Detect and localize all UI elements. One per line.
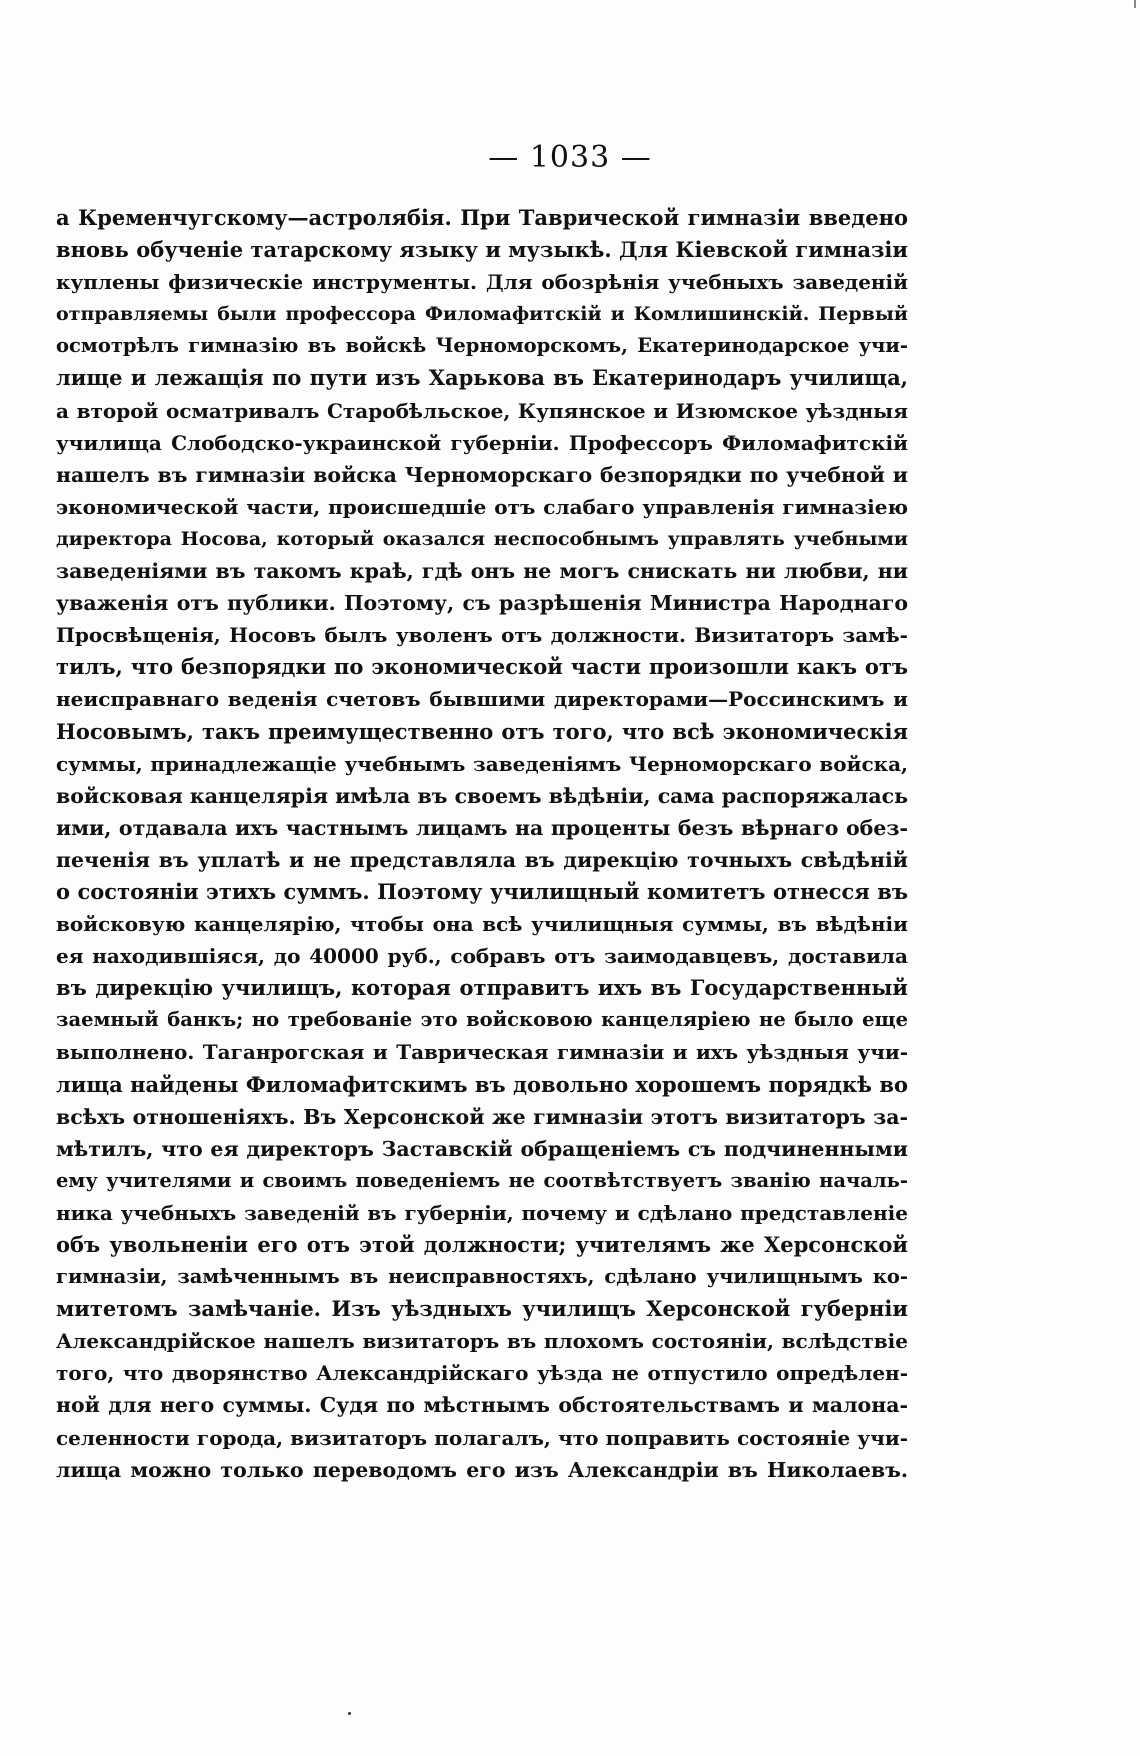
text-line: экономической части, происшедшіе отъ слабаго управленія гимназіею bbox=[56, 494, 908, 519]
text-line: ея находившіяся, до 40000 руб., собравъ отъ заимодавцевъ, доставила bbox=[56, 944, 908, 969]
text-line: лища найдены Филомафитскимъ въ довольно хорошемъ порядкѣ во bbox=[56, 1071, 908, 1097]
text-line: ной для него суммы. Судя по мѣстнымъ обстоятельствамъ и малона- bbox=[56, 1393, 908, 1418]
text-line: директора Носова, который оказался неспособнымъ управлять учебными bbox=[56, 527, 908, 550]
text-line: а Кременчугскому—астролябія. При Таврической гимназіи введено bbox=[56, 205, 908, 230]
text-line: лища можно только переводомъ его изъ Александріи въ Николаевъ. bbox=[56, 1457, 908, 1482]
text-line: вновь обученіе татарскому языку и музыкѣ. Для Кіевской гимназіи bbox=[56, 237, 908, 263]
text-line: митетомъ замѣчаніе. Изъ уѣздныхъ училищъ Херсонской губерніи bbox=[56, 1296, 908, 1322]
text-line: селенности города, визитаторъ полагалъ, что поправить состояніе учи- bbox=[56, 1425, 908, 1450]
ink-speck bbox=[348, 1712, 351, 1715]
text-line: тилъ, что безпорядки по экономической части произошли какъ отъ bbox=[56, 654, 908, 680]
text-line: а второй осматривалъ Старобѣльское, Купянское и Изюмское уѣздныя bbox=[56, 398, 908, 423]
text-line: Александрійское нашелъ визитаторъ въ плохомъ состояніи, вслѣдствіе bbox=[56, 1329, 908, 1354]
text-line: выполнено. Таганрогская и Таврическая гимназіи и ихъ уѣздныя учи- bbox=[56, 1040, 908, 1065]
text-line: училища Слободско-украинской губерніи. Профессоръ Филомафитскій bbox=[56, 430, 908, 455]
text-line: ника учебныхъ заведеній въ губерніи, почему и сдѣлано представленіе bbox=[56, 1200, 908, 1225]
text-line: въ дирекцію училищъ, которая отправитъ ихъ въ Государственный bbox=[56, 975, 908, 1001]
text-line: войсковую канцелярію, чтобы она всѣ училищныя суммы, въ вѣдѣніи bbox=[56, 912, 908, 937]
text-line: отправляемы были профессора Филомафитскій и Комлишинскій. Первый bbox=[56, 303, 908, 326]
text-line: нашелъ въ гимназіи войска Черноморскаго безпорядки по учебной и bbox=[56, 462, 908, 487]
text-line: суммы, принадлежащіе учебнымъ заведеніямъ Черноморскаго войска, bbox=[56, 751, 908, 776]
text-line: всѣхъ отношеніяхъ. Въ Херсонской же гимназіи этотъ визитаторъ за- bbox=[56, 1104, 908, 1129]
text-line: ими, отдавала ихъ частнымъ лицамъ на проценты безъ вѣрнаго обез- bbox=[56, 815, 908, 840]
text-line: печенія въ уплатѣ и не представляла въ дирекцію точныхъ свѣдѣній bbox=[56, 847, 908, 872]
text-line: лище и лежащія по пути изъ Харькова въ Екатеринодаръ училища, bbox=[56, 365, 908, 391]
text-line: того, что дворянство Александрійскаго уѣзда не отпустило опредѣлен- bbox=[56, 1361, 908, 1386]
text-line: уваженія отъ публики. Поэтому, съ разрѣшенія Министра Народнаго bbox=[56, 591, 908, 616]
page-number: — 1033 — bbox=[488, 140, 652, 175]
text-line: Просвѣщенія, Носовъ былъ уволенъ отъ должности. Визитаторъ замѣ- bbox=[56, 623, 908, 648]
text-line: гимназіи, замѣченнымъ въ неисправностяхъ, сдѣлано училищнымъ ко- bbox=[56, 1265, 908, 1289]
text-line: заведеніями въ такомъ краѣ, гдѣ онъ не могъ снискать ни любви, ни bbox=[56, 559, 908, 584]
text-line: мѣтилъ, что ея директоръ Заставскій обращеніемъ съ подчиненными bbox=[56, 1136, 908, 1161]
text-line: Носовымъ, такъ преимущественно отъ того, что всѣ экономическія bbox=[56, 718, 908, 744]
text-line: войсковая канцелярія имѣла въ своемъ вѣдѣніи, сама распоряжалась bbox=[56, 783, 909, 808]
text-line: ему учителями и своимъ поведеніемъ не соотвѣтствуетъ званію началь- bbox=[56, 1168, 908, 1192]
text-line: заемный банкъ; но требованіе это войсковою канцеляріею не было еще bbox=[56, 1008, 908, 1032]
text-line: осмотрѣлъ гимназію въ войскѣ Черноморскомъ, Екатеринодарское учи- bbox=[56, 334, 908, 358]
scan-edge-mark bbox=[1134, 0, 1136, 8]
body-text bbox=[56, 202, 908, 1486]
text-line: о состояніи этихъ суммъ. Поэтому училищный комитетъ отнесся въ bbox=[56, 878, 908, 904]
text-line: неисправнаго веденія счетовъ бывшими директорами—Россинскимъ и bbox=[56, 687, 908, 712]
text-line: объ увольненіи его отъ этой должности; учителямъ же Херсонской bbox=[56, 1232, 908, 1257]
text-line: куплены физическіе инструменты. Для обозрѣнія учебныхъ заведеній bbox=[56, 270, 908, 295]
